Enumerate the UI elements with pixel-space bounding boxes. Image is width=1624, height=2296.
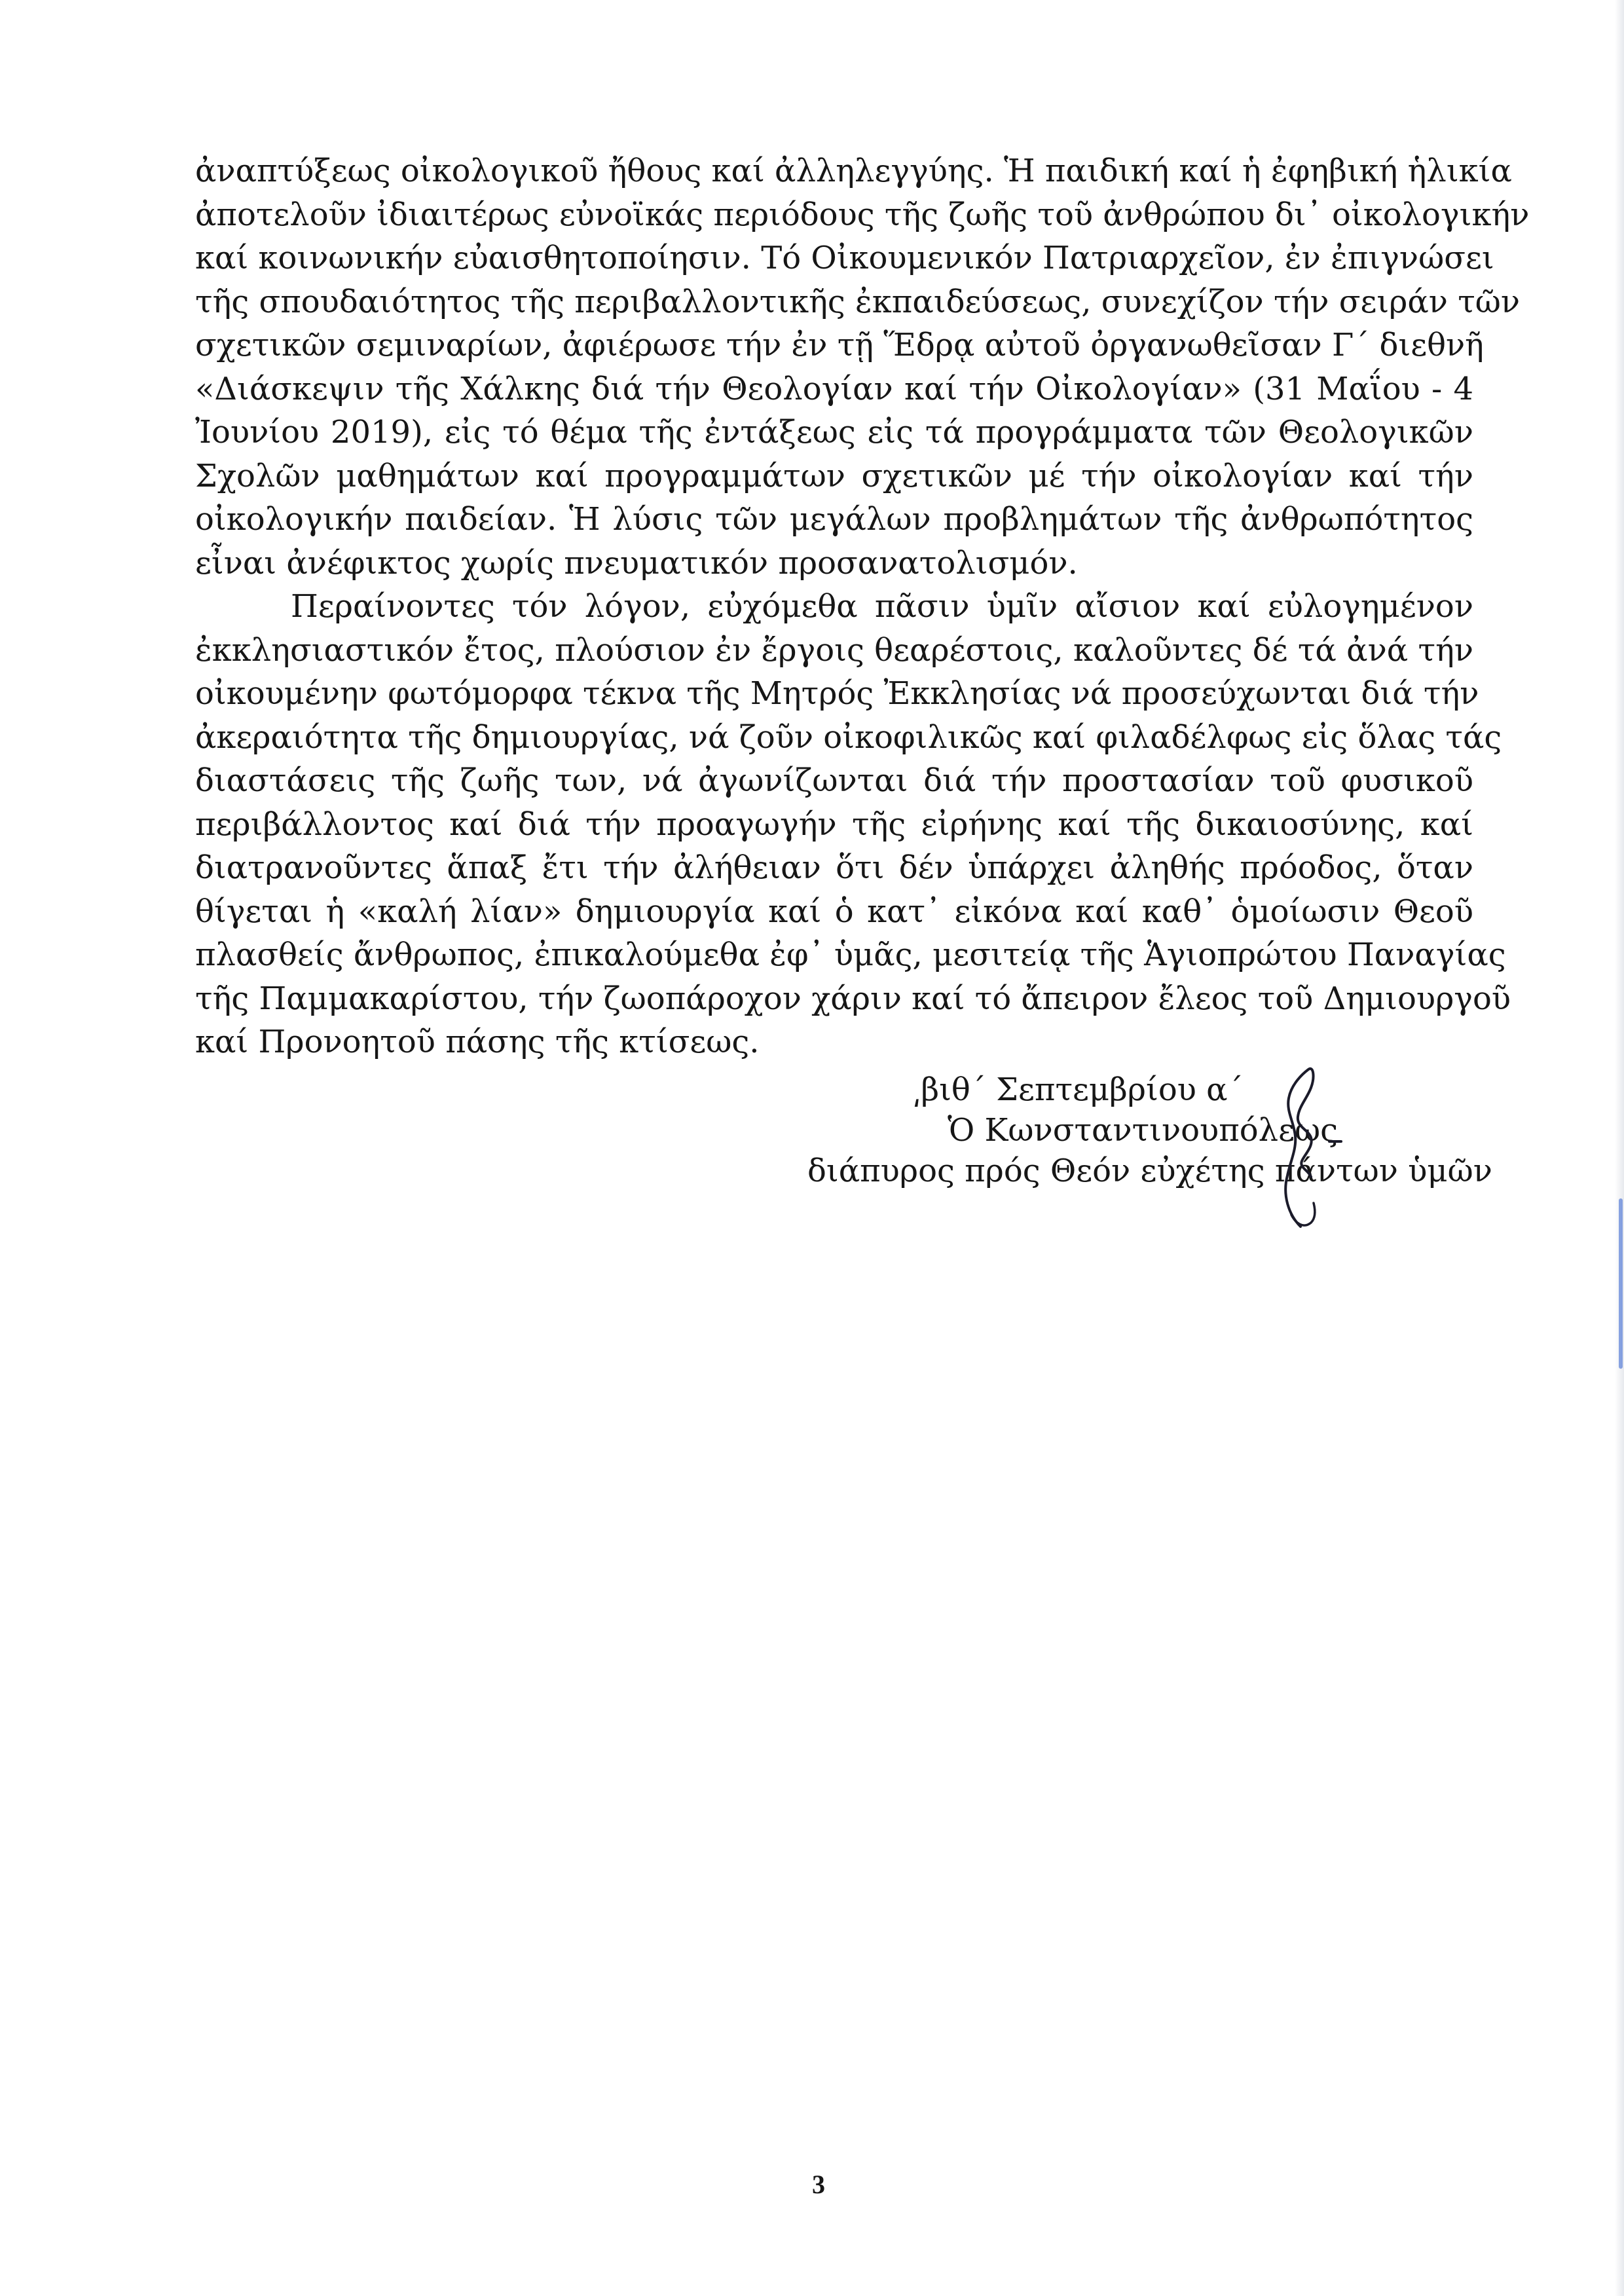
text-line: καί κοινωνικήν εὐαισθητοποίησιν. Τό Οἰκουμενικόν Πατριαρχεῖον, ἐν ἐπιγνώσει bbox=[195, 240, 1494, 276]
text-line: Σχολῶν μαθημάτων καί προγραμμάτων σχετικῶν μέ τήν οἰκολογίαν καί τήν bbox=[195, 457, 1473, 494]
text-line: ἀκεραιότητα τῆς δημιουργίας, νά ζοῦν οἰκοφιλικῶς καί φιλαδέλφως εἰς ὅλας τάς bbox=[195, 718, 1502, 756]
text-line: τῆς Παμμακαρίστου, τήν ζωοπάροχον χάριν καί τό ἄπειρον ἔλεος τοῦ Δημιουργοῦ bbox=[195, 980, 1511, 1017]
text-line: τῆς σπουδαιότητος τῆς περιβαλλοντικῆς ἐκπαιδεύσεως, συνεχίζον τήν σειράν τῶν bbox=[195, 283, 1521, 320]
text-line: καί Προνοητοῦ πάσης τῆς κτίσεως. bbox=[195, 1024, 760, 1060]
text-line: ἀναπτύξεως οἰκολογικοῦ ἤθους καί ἀλληλεγγύης. Ἡ παιδική καί ἡ ἐφηβική ἡλικία bbox=[195, 153, 1512, 189]
signature-block bbox=[0, 1069, 1624, 1253]
document-body bbox=[195, 149, 1530, 1064]
text-line: διατρανοῦντες ἅπαξ ἔτι τήν ἀλήθειαν ὅτι δέν ὑπάρχει ἀληθής πρόοδος, ὅταν bbox=[195, 849, 1473, 886]
text-line: ἀποτελοῦν ἰδιαιτέρως εὐνοϊκάς περιόδους τῆς ζωῆς τοῦ ἀνθρώπου δι᾿ οἰκολογικήν bbox=[195, 196, 1530, 233]
text-line: «Διάσκεψιν τῆς Χάλκης διά τήν Θεολογίαν καί τήν Οἰκολογίαν» (31 Μαΐου - 4 bbox=[195, 370, 1473, 407]
text-line: ἐκκλησιαστικόν ἔτος, πλούσιον ἐν ἔργοις θεαρέστοις, καλοῦντες δέ τά ἀνά τήν bbox=[195, 631, 1473, 669]
text-line: θίγεται ἡ «καλή λίαν» δημιουργία καί ὁ κατ᾿ εἰκόνα καί καθ᾿ ὁμοίωσιν Θεοῦ bbox=[195, 893, 1473, 930]
text-line: διαστάσεις τῆς ζωῆς των, νά ἀγωνίζωνται διά τήν προστασίαν τοῦ φυσικοῦ bbox=[195, 762, 1473, 799]
text-line: σχετικῶν σεμιναρίων, ἀφιέρωσε τήν ἐν τῇ Ἕδρᾳ αὐτοῦ ὀργανωθεῖσαν Γ΄ διεθνῆ bbox=[195, 327, 1484, 363]
text-line: περιβάλλοντος καί διά τήν προαγωγήν τῆς εἰρήνης καί τῆς δικαιοσύνης, καί bbox=[195, 805, 1473, 843]
text-line: οἰκολογικήν παιδείαν. Ἡ λύσις τῶν μεγάλων προβλημάτων τῆς ἀνθρωπότητος bbox=[195, 501, 1473, 538]
text-line: Περαίνοντες τόν λόγον, εὐχόμεθα πᾶσιν ὑμῖν αἴσιον καί εὐλογημένον bbox=[291, 588, 1473, 625]
text-line: εἶναι ἀνέφικτος χωρίς πνευματικόν προσανατολισμόν. bbox=[195, 544, 1078, 582]
scan-edge-shadow bbox=[1615, 0, 1624, 2296]
signature-title: Ὁ Κωνσταντινουπόλεως bbox=[948, 1112, 1338, 1149]
text-line: πλασθείς ἄνθρωπος, ἐπικαλούμεθα ἐφ᾿ ὑμᾶς, μεσιτείᾳ τῆς Ἁγιοπρώτου Παναγίας bbox=[195, 936, 1506, 973]
signature-closing: διάπυρος πρός Θεόν εὐχέτης πάντων ὑμῶν bbox=[807, 1153, 1492, 1189]
scan-edge-mark bbox=[1619, 1198, 1623, 1369]
page-number: 3 bbox=[812, 2170, 825, 2199]
signature-date: ͵βιθ΄ Σεπτεμβρίου α΄ bbox=[912, 1071, 1244, 1108]
text-line: Ἰουνίου 2019), εἰς τό θέμα τῆς ἐντάξεως εἰς τά προγράμματα τῶν Θεολογικῶν bbox=[195, 414, 1473, 451]
text-line: οἰκουμένην φωτόμορφα τέκνα τῆς Μητρός Ἐκκλησίας νά προσεύχωνται διά τήν bbox=[195, 675, 1479, 712]
handwritten-signature bbox=[1243, 1051, 1380, 1234]
